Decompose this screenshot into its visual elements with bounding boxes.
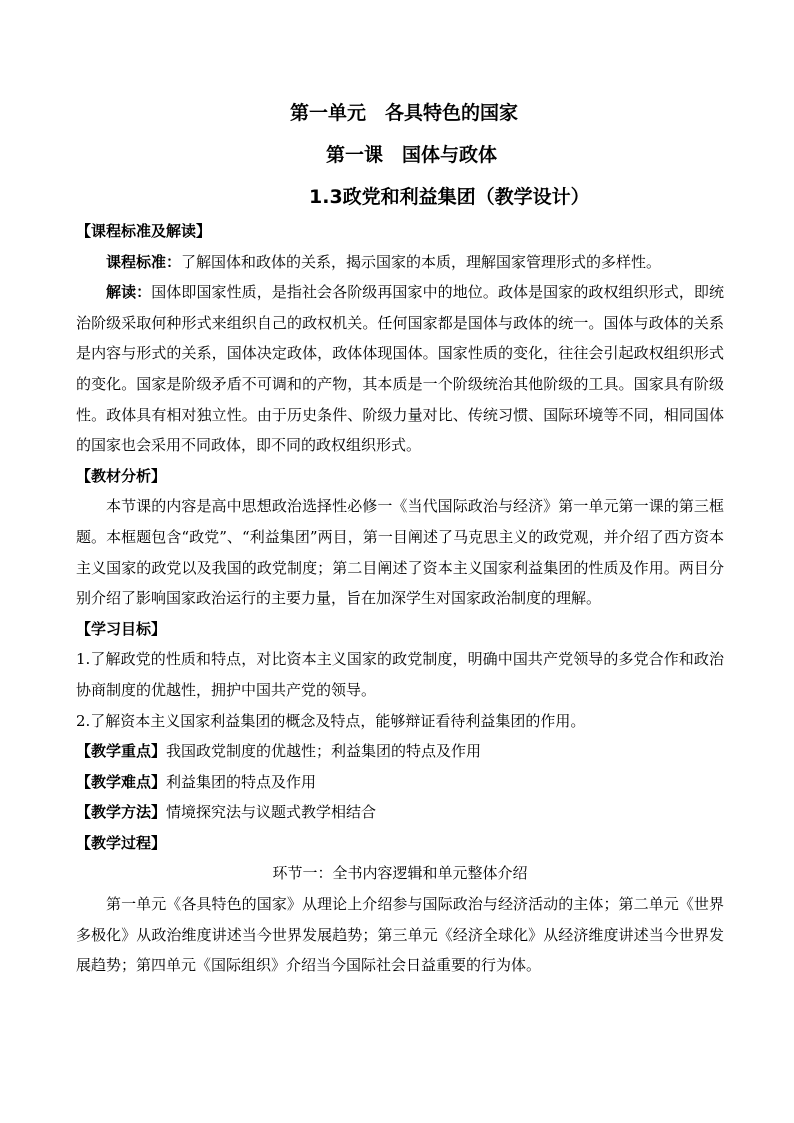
key-points-text: 我国政党制度的优越性；利益集团的特点及作用	[166, 742, 482, 761]
objectives-heading: 【学习目标】	[76, 619, 167, 638]
methods-label: 【教学方法】	[76, 803, 167, 822]
process-heading: 【教学过程】	[76, 833, 167, 852]
lesson-title: 第一课 国体与政体	[326, 144, 498, 166]
methods-line	[76, 797, 724, 828]
interpretation-label: 解读：	[106, 283, 152, 302]
standards-paragraph	[76, 247, 724, 278]
step-one-paragraph: 第一单元《各具特色的国家》从理论上介绍参与国际政治与经济活动的主体；第二单元《世界多极化》从政治维度讲述当今世界发展趋势；第三单元《经济全球化》从经济维度讲述当今世界发展趋势；第四单元《国际组织》介绍当今国际社会日益重要的行为体。	[76, 895, 724, 975]
objective-item-1: 1.了解政党的性质和特点，对比资本主义国家的政党制度，明确中国共产党领导的多党合作和政治协商制度的优越性，拥护中国共产党的领导。	[76, 650, 724, 699]
document-body	[76, 216, 724, 981]
key-points-line	[76, 736, 724, 767]
step-one-title: 环节一：全书内容逻辑和单元整体介绍	[272, 864, 528, 883]
objective-item-2: 2.了解资本主义国家利益集团的概念及特点，能够辩证看待利益集团的作用。	[76, 711, 586, 730]
section-title: 1.3政党和利益集团（教学设计）	[309, 186, 590, 208]
standards-text: 了解国体和政体的关系，揭示国家的本质，理解国家管理形式的多样性。	[181, 252, 662, 271]
key-points-label: 【教学重点】	[76, 742, 167, 761]
difficulties-label: 【教学难点】	[76, 772, 167, 791]
standards-label: 课程标准：	[106, 252, 182, 271]
methods-text: 情境探究法与议题式教学相结合	[166, 803, 377, 822]
analysis-heading: 【教材分析】	[76, 466, 167, 485]
analysis-paragraph: 本节课的内容是高中思想政治选择性必修一《当代国际政治与经济》第一单元第一课的第三框题。本框题包含“政党”、“利益集团”两目，第一目阐述了马克思主义的政党观，并介绍了西方资本主义国家的政党以及我国的政党制度；第二目阐述了资本主义国家利益集团的性质及作用。两目分别介绍了影响国家政治运行的主要力量，旨在加深学生对国家政治制度的理解。	[76, 497, 724, 608]
interpretation-paragraph	[76, 277, 724, 461]
difficulties-text: 利益集团的特点及作用	[166, 772, 317, 791]
interpretation-text: 国体即国家性质，是指社会各阶级再国家中的地位。政体是国家的政权组织形式，即统治阶级采取何种形式来组织自己的政权机关。任何国家都是国体与政体的统一。国体与政体的关系是内容与形式的关系，国体决定政体，政体体现国体。国家性质的变化，往往会引起政权组织形式的变化。国家是阶级矛盾不可调和的产物，其本质是一个阶级统治其他阶级的工具。国家具有阶级性。政体具有相对独立性。由于历史条件、阶级力量对比、传统习惯、国际环境等不同，相同国体的国家也会采用不同政体，即不同的政权组织形式。	[76, 283, 724, 455]
difficulties-line	[76, 767, 724, 798]
unit-title: 第一单元 各具特色的国家	[290, 102, 519, 124]
standards-heading: 【课程标准及解读】	[76, 222, 212, 240]
